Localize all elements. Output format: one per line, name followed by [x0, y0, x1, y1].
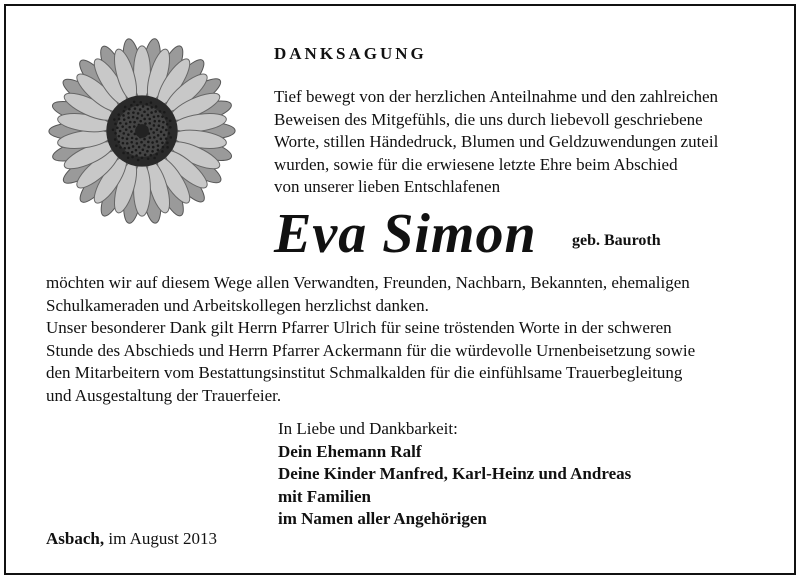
signoff-line: Dein Ehemann Ralf: [278, 441, 422, 461]
heading: DANKSAGUNG: [274, 44, 427, 63]
intro-line: wurden, sowie für die erwiesene letzte Ehre beim Abschied: [274, 154, 678, 174]
place: Asbach,: [46, 529, 105, 548]
deceased-name: Eva Simon: [274, 203, 537, 265]
intro-text: [274, 86, 774, 199]
thanks-line: und Ausgestaltung der Trauerfeier.: [46, 385, 282, 405]
date: im August 2013: [108, 529, 217, 548]
thanks-line: möchten wir auf diesem Wege allen Verwandten, Freunden, Nachbarn, Bekannten, ehemaligen: [46, 273, 690, 292]
intro-line: Worte, stillen Händedruck, Blumen und Geldzuwendungen zuteil: [274, 132, 719, 151]
signoff: [278, 418, 631, 531]
signoff-line: mit Familien: [278, 486, 372, 506]
intro-line: Beweisen des Mitgefühls, die uns durch liebevoll geschriebene: [274, 109, 703, 129]
thanks-line: Schulkameraden und Arbeitskollegen herzlichst danken.: [46, 295, 429, 315]
sunflower-icon: [38, 26, 246, 236]
thanks-line: Unser besonderer Dank gilt Herrn Pfarrer Ulrich für seine tröstenden Worte in der schweren: [46, 318, 672, 337]
thanks-line: Stunde des Abschieds und Herrn Pfarrer Ackermann für die würdevolle Urnenbeisetzung sowie: [46, 340, 696, 360]
signoff-line: Deine Kinder Manfred, Karl-Heinz und Andreas: [278, 464, 632, 483]
birth-name: geb. Bauroth: [572, 232, 661, 249]
signoff-line: im Namen aller Angehörigen: [278, 509, 487, 528]
obituary-card: [4, 4, 796, 575]
intro-line: Tief bewegt von der herzlichen Anteilnahme und den zahlreichen: [274, 87, 719, 106]
place-date: [46, 529, 217, 549]
signoff-intro: In Liebe und Dankbarkeit:: [278, 419, 458, 438]
thanks-line: den Mitarbeitern vom Bestattungsinstitut Schmalkalden für die einfühlsame Trauerbegleitung: [46, 363, 683, 382]
thanks-text: [46, 272, 786, 407]
intro-line: von unserer lieben Entschlafenen: [274, 177, 501, 196]
